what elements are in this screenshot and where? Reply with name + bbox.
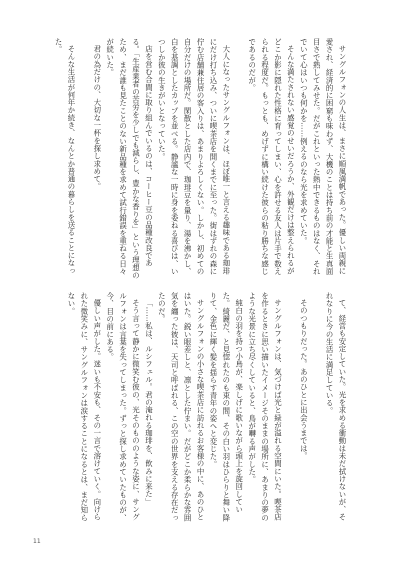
paragraph: 君の為だけの、大切な一杯を探し求めて。 bbox=[92, 45, 102, 191]
paragraph: そのつもりだった。あのひとに出会うまでは。 bbox=[299, 299, 309, 461]
paragraph: 純白の羽を持つ小鳥が、楽しげに歌いながら頭上を旋回していた。綺麗だ、と見惚れたのも束の間、その白い羽はひらりと舞い降りて、金色に輝く髪を揺らす青年の姿へと変じた。 bbox=[208, 292, 244, 522]
paragraph: 大人になったサングルフォンは、ほぼ唯一と言える趣味である珈琲にだけ打ち込み、ついに喫茶店を開くまでに至った。街はずれの森に佇む店舗兼住居の客入りは、あまりよろしくない。しかし、初めての自分だけの場所だ。閑散とした店内で、珈琲豆を量り、湯を沸かし、白を基調としたカップを並べる。静謐な一時に身を委ねる喜びは、いつしか彼の生きがいとなっていた。 bbox=[157, 38, 231, 276]
paragraph: そう言って静かに微笑む彼の、光そのもののような姿に、サングルフォンは言葉を失ってしまった。ずっと探し求めていたものが、今、目の前にある。 bbox=[105, 292, 141, 522]
paragraph: 「……私は、ルシフェル。君の淹れる珈琲を、飲みに来た」 bbox=[144, 299, 154, 506]
paragraph: て、経営も安定していた。光を求める衝動は未だ拭けないが、それなりに今の生活に満足している。 bbox=[325, 292, 347, 522]
paragraph bbox=[77, 38, 90, 282]
paragraph: 優しい声がした。迷いも不安も、その一言で溶けていく。向けられた微笑みに、サングルフォンは涙することになるとは、まだ知らない。 bbox=[66, 292, 102, 522]
paragraph: サングルフォンは、気づけば光と緑が溢れる空間にいた。喫茶店を作るときに思い描いたイメージそのままの場所に、あまりの夢のような光景に立ち尽くしていると、鳥が囀る声がした。 bbox=[247, 292, 283, 522]
paragraph: 店を営む合間に取り組んでいるのは、コーヒー豆の品種改良である。「生産業者の苦労を少しでも減らし、豊かな香りを」という理想のため、まだ誰も見たことのない新品種を求めて試行錯誤を重ねる日々が続いた。 bbox=[105, 38, 154, 280]
lower-text-column bbox=[42, 292, 348, 528]
upper-text-column bbox=[42, 38, 348, 282]
paragraph bbox=[232, 38, 245, 282]
paragraph: サングルフォンの人生は、まさに順風満帆であった。優しい両親に愛され、経済的に困窮も味わず、大機のことは持ち前の才能と生真面目さで熟してみせた。だがこれといった熱中できるものはなく、それでいて心はいつも何かを……例えるのなら光を求めていた。 bbox=[299, 38, 347, 276]
paragraph bbox=[283, 292, 296, 528]
paragraph: そんな満たされない感覚のせいだろうか、外観だけは整えられるがどこか影に隠れた性格に育ってしまい、心を許せる友人は片手で数えられる程度だ。もっとも、めげずに構い続けた彼らの粘り勝ちな感じであるのだが。 bbox=[247, 38, 296, 276]
paragraph: そんな生活が何年か続き、なんとか普通の暮らしを送ることになった。 bbox=[54, 38, 76, 275]
page-number: 11 bbox=[33, 538, 41, 545]
paragraph bbox=[309, 292, 322, 528]
paragraph: サングルフォンの小さな喫茶店に訪れるお客様の中に、あのひとはいた。鋭い眼差しと、凛とした佇まい。だがどこか柔らかな雰囲気を纏った彼は、天司と呼ばれる、この空の世界を支える存在だったのだ。 bbox=[157, 292, 206, 522]
